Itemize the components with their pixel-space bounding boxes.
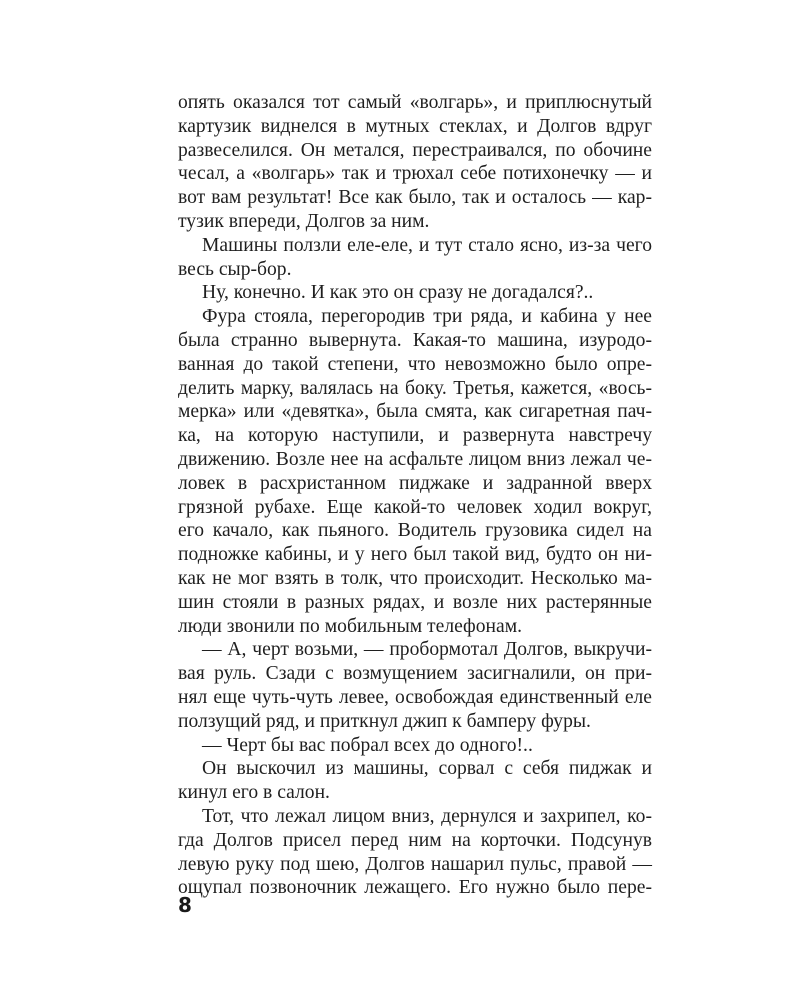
text-line: подножке кабины, и у него был такой вид, будто он ни- (178, 544, 652, 566)
page-number: 8 (178, 893, 192, 917)
text-line: грязной рубахе. Еще какой-то человек ходил вокруг, (178, 496, 652, 518)
text-line: весь сыр-бор. (178, 258, 292, 280)
text-line: Ну, конечно. И как это он сразу не догадался?.. (202, 282, 594, 304)
text-line: Тот, что лежал лицом вниз, дернулся и захрипел, ко- (202, 805, 652, 827)
text-line: нял еще чуть-чуть левее, освобождая единственный еле (178, 686, 652, 708)
text-line: ловек в расхристанном пиджаке и задранной вверх (178, 472, 652, 494)
text-line: его качало, как пьяного. Водитель грузовика сидел на (178, 520, 652, 542)
text-line: развеселился. Он метался, перестраивался, по обочине (178, 139, 652, 161)
text-line: вая руль. Сзади с возмущением засигналили, он при- (178, 663, 652, 685)
text-line: картузик виднелся в мутных стеклах, и Долгов вдруг (178, 115, 652, 137)
text-line: левую руку под шею, Долгов нашарил пульс, правой — (178, 853, 652, 875)
text-line: мерка» или «девятка», была смята, как сигаретная пач- (178, 401, 652, 423)
text-line: была странно вывернута. Какая-то машина, изуродо- (178, 329, 652, 351)
text-line: Он выскочил из машины, сорвал с себя пиджак и (202, 758, 652, 780)
text-line: делить марку, валялась на боку. Третья, кажется, «вось- (178, 377, 652, 399)
text-line: гда Долгов присел перед ним на корточки. Подсунув (178, 829, 652, 851)
text-line: движению. Возле нее на асфальте лицом вниз лежал че- (178, 448, 652, 470)
text-line: опять оказался тот самый «волгарь», и приплюснутый (178, 92, 652, 113)
text-line: — Черт бы вас побрал всех до одного!.. (202, 734, 533, 756)
text-line: ощупал позвоночник лежащего. Его нужно было пере- (178, 877, 652, 899)
text-line: как не мог взять в толк, что происходит. Несколько ма- (178, 567, 652, 589)
text-line: Машины ползли еле-еле, и тут стало ясно, из-за чего (202, 234, 652, 256)
text-line: — А, черт возьми, — пробормотал Долгов, выкручи- (202, 639, 652, 661)
text-line: ка, на которую наступили, и развернута навстречу (178, 425, 652, 447)
text-line: тузик впереди, Долгов за ним. (178, 210, 430, 232)
text-line: люди звонили по мобильным телефонам. (178, 615, 523, 637)
text-line: вот вам результат! Все как было, так и осталось — кар- (178, 187, 652, 209)
text-line: Фура стояла, перегородив три ряда, и кабина у нее (202, 306, 652, 328)
text-line: шин стояли в разных рядах, и возле них растерянные (178, 591, 652, 613)
body-text (178, 91, 652, 900)
text-line: кинул его в салон. (178, 782, 330, 804)
text-line: ползущий ряд, и приткнул джип к бамперу фуры. (178, 710, 591, 732)
text-line: ванная до такой степени, что невозможно было опре- (178, 353, 652, 375)
text-line: чесал, а «волгарь» так и трюхал себе потихонечку — и (178, 163, 652, 185)
